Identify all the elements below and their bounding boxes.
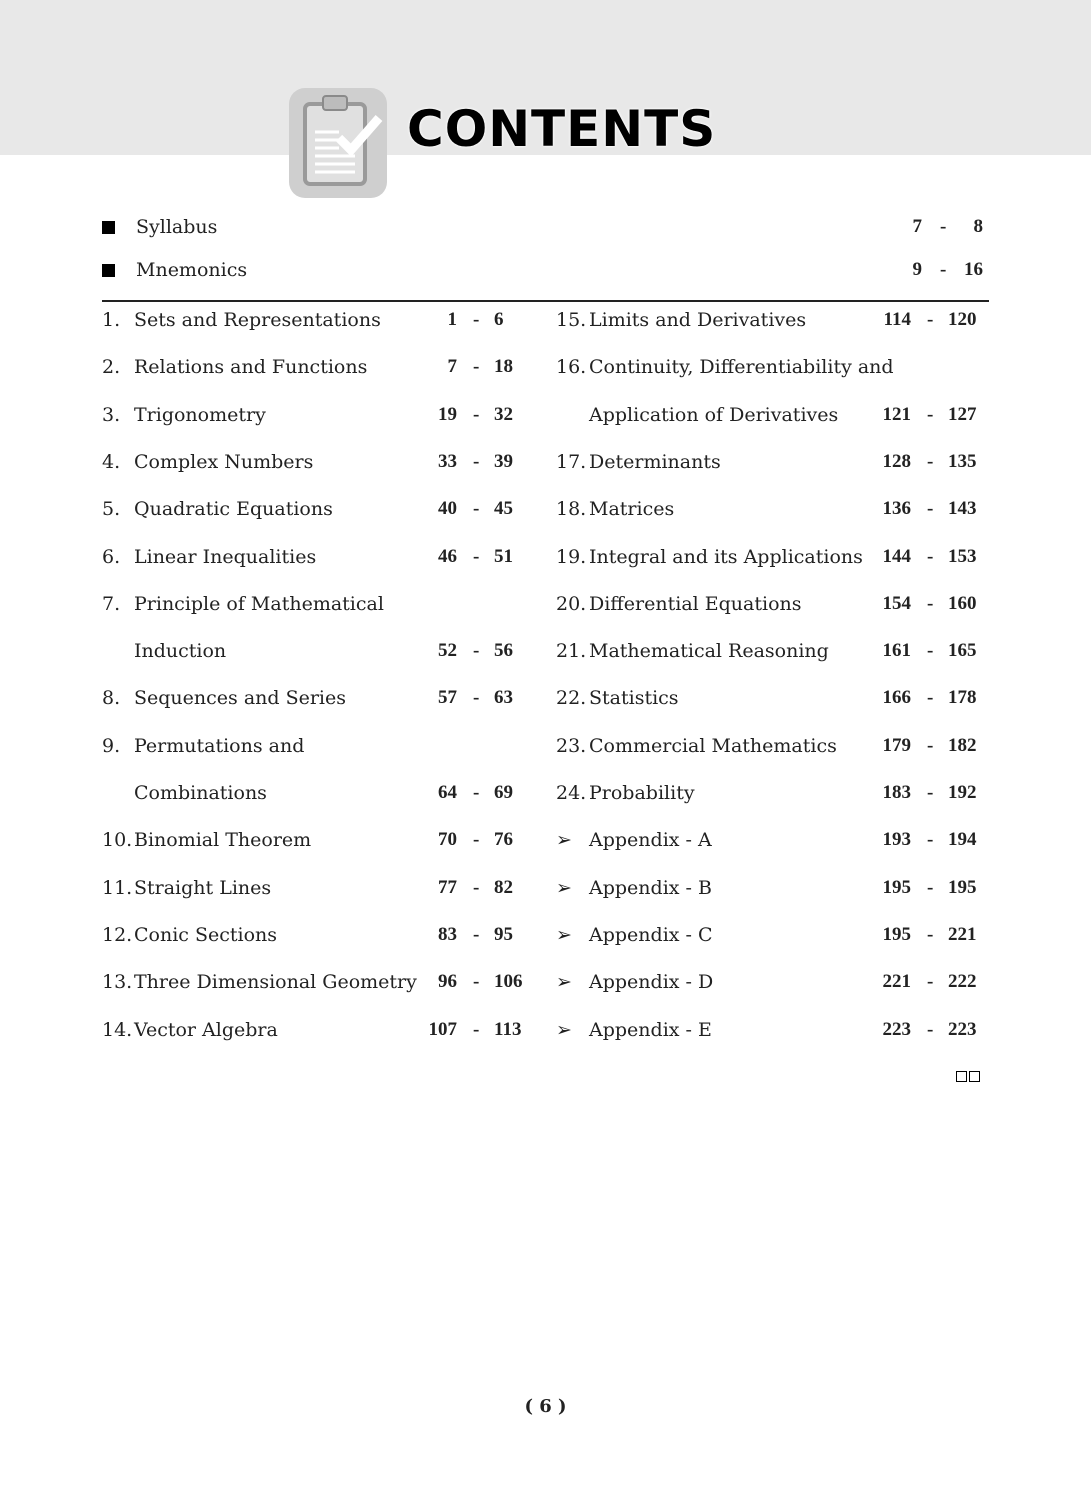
page-dash: -: [927, 923, 934, 945]
toc-number: 16.: [556, 356, 587, 379]
page-from: 40: [438, 498, 457, 520]
page-from: 77: [438, 876, 457, 898]
page-dash: -: [473, 829, 480, 851]
page-to: 160: [948, 592, 977, 614]
toc-number: 1.: [102, 309, 121, 331]
page-dash: -: [927, 640, 934, 662]
toc-number: 8.: [102, 687, 121, 710]
toc-number: 3.: [102, 403, 121, 426]
toc-title: Appendix - A: [589, 829, 712, 852]
page-from: 1: [447, 309, 457, 330]
page-from: 195: [882, 923, 911, 945]
toc-number: 15.: [556, 309, 587, 331]
toc-title: Sets and Representations: [134, 309, 381, 331]
toc-title: Combinations: [134, 782, 267, 804]
page-from: 193: [882, 829, 911, 851]
page-to: 69: [494, 782, 513, 803]
page-from: 70: [438, 829, 457, 851]
page-dash: -: [927, 876, 934, 898]
toc-title: Matrices: [589, 498, 675, 521]
toc-title: Commercial Mathematics: [589, 734, 837, 757]
page-to: 63: [494, 687, 513, 709]
page-to: 194: [948, 829, 977, 851]
toc-title: Limits and Derivatives: [589, 309, 807, 331]
toc-title: Conic Sections: [134, 923, 278, 946]
toc-title: Appendix - E: [589, 1018, 712, 1041]
page-dash: -: [927, 450, 934, 472]
toc-title: Linear Inequalities: [134, 545, 317, 568]
page-to: 165: [948, 640, 977, 662]
page-from: 114: [883, 309, 911, 330]
toc-number: 12.: [102, 923, 133, 946]
toc-title: Straight Lines: [134, 876, 272, 899]
page-from: 46: [438, 545, 457, 567]
page-to: 16: [964, 259, 983, 280]
toc-number: 10.: [102, 829, 133, 852]
page-from: 57: [438, 687, 457, 709]
toc-number: 2.: [102, 356, 121, 379]
page-to: 178: [948, 687, 977, 709]
page-dash: -: [940, 259, 947, 280]
toc-number: 5.: [102, 498, 121, 521]
page-to: 106: [494, 971, 523, 993]
page-dash: -: [927, 734, 934, 756]
toc-title: Vector Algebra: [134, 1018, 278, 1041]
page-dash: -: [473, 545, 480, 567]
page-from: 183: [882, 782, 911, 803]
page-dash: -: [927, 309, 934, 330]
end-mark-icon: [956, 1071, 982, 1085]
toc-title: Continuity, Differentiability and: [589, 356, 894, 379]
toc-title: Sequences and Series: [134, 687, 346, 710]
toc-title: Relations and Functions: [134, 356, 368, 379]
toc-title: Determinants: [589, 450, 721, 473]
page-from: 144: [882, 545, 911, 567]
toc-number: 20.: [556, 592, 587, 615]
page-dash: -: [473, 1018, 480, 1040]
page-to: 39: [494, 450, 513, 472]
page-from: 223: [882, 1018, 911, 1040]
page-dash: -: [927, 403, 934, 425]
toc-number: 23.: [556, 734, 587, 757]
page-to: 135: [948, 450, 977, 472]
page-dash: -: [927, 545, 934, 567]
toc-title: Appendix - D: [589, 971, 714, 994]
page-to: 182: [948, 734, 977, 756]
toc-title: Differential Equations: [589, 592, 802, 615]
toc-title: Mnemonics: [136, 259, 248, 281]
toc-title: Principle of Mathematical: [134, 592, 384, 615]
page-dash: -: [927, 782, 934, 803]
toc-title: Probability: [589, 782, 695, 804]
toc-title: Trigonometry: [134, 403, 266, 426]
page-dash: -: [927, 498, 934, 520]
page-to: 192: [948, 782, 977, 803]
toc-number: 4.: [102, 450, 121, 473]
page-to: 222: [948, 971, 977, 993]
page-from: 64: [438, 782, 457, 803]
page-from: 7: [447, 356, 457, 378]
page-to: 82: [494, 876, 513, 898]
page-from: 52: [438, 640, 457, 662]
page-from: 107: [428, 1018, 457, 1040]
page-dash: -: [473, 640, 480, 662]
page-dash: -: [473, 876, 480, 898]
toc-number: 14.: [102, 1018, 133, 1041]
page-from: 221: [882, 971, 911, 993]
page-dash: -: [473, 309, 480, 330]
toc-title: Statistics: [589, 687, 679, 710]
page-from: 121: [882, 403, 911, 425]
page-dash: -: [473, 403, 480, 425]
page-dash: -: [927, 1018, 934, 1040]
toc-number: 24.: [556, 782, 587, 804]
page-dash: -: [940, 216, 947, 237]
page-to: 223: [948, 1018, 977, 1040]
page-to: 45: [494, 498, 513, 520]
toc-number: ➢: [556, 971, 572, 994]
page-to: 32: [494, 403, 513, 425]
page-from: 166: [882, 687, 911, 709]
page-dash: -: [473, 923, 480, 945]
toc-title: Quadratic Equations: [134, 498, 333, 521]
toc-number: 18.: [556, 498, 587, 521]
page-to: 153: [948, 545, 977, 567]
toc-number: 9.: [102, 734, 121, 757]
toc-number: 17.: [556, 450, 587, 473]
toc-title: Syllabus: [136, 216, 218, 238]
toc-title: Complex Numbers: [134, 450, 314, 473]
page-number: ( 6 ): [524, 1396, 567, 1417]
toc-title: Permutations and: [134, 734, 305, 757]
page-to: 127: [948, 403, 977, 425]
page-to: 8: [973, 216, 983, 237]
page-from: 161: [882, 640, 911, 662]
page-from: 7: [912, 216, 922, 237]
page-to: 51: [494, 545, 513, 567]
page-to: 221: [948, 923, 977, 945]
toc-title: Mathematical Reasoning: [589, 640, 829, 663]
clipboard-check-icon: [289, 88, 387, 198]
page-to: 18: [494, 356, 513, 378]
page-from: 128: [882, 450, 911, 472]
page-from: 195: [882, 876, 911, 898]
toc-number: ➢: [556, 1018, 572, 1041]
bullet-icon: [102, 221, 115, 234]
page-from: 33: [438, 450, 457, 472]
page-to: 76: [494, 829, 513, 851]
toc-title: Appendix - B: [589, 876, 712, 899]
page-dash: -: [473, 687, 480, 709]
toc-number: ➢: [556, 829, 572, 852]
toc-title: Binomial Theorem: [134, 829, 312, 852]
divider: [102, 300, 989, 302]
page-dash: -: [473, 356, 480, 378]
page-to: 56: [494, 640, 513, 662]
toc-number: 19.: [556, 545, 587, 568]
toc-number: 13.: [102, 971, 133, 994]
page-from: 19: [438, 403, 457, 425]
page-dash: -: [473, 498, 480, 520]
page-to: 6: [494, 309, 504, 330]
page-dash: -: [927, 971, 934, 993]
page-to: 113: [494, 1018, 522, 1040]
page-to: 143: [948, 498, 977, 520]
page-from: 136: [882, 498, 911, 520]
bullet-icon: [102, 264, 115, 277]
toc-title: Induction: [134, 640, 227, 663]
page-from: 154: [882, 592, 911, 614]
toc-number: ➢: [556, 876, 572, 899]
page-to: 195: [948, 876, 977, 898]
toc-number: ➢: [556, 923, 572, 946]
toc-number: 21.: [556, 640, 587, 663]
page-from: 96: [438, 971, 457, 993]
page-dash: -: [927, 687, 934, 709]
toc-title: Integral and its Applications: [589, 545, 863, 568]
toc-title: Appendix - C: [589, 923, 713, 946]
toc-number: 7.: [102, 592, 121, 615]
toc-number: 22.: [556, 687, 587, 710]
page-dash: -: [927, 592, 934, 614]
page-from: 179: [882, 734, 911, 756]
toc-number: 11.: [102, 876, 133, 899]
page-dash: -: [473, 450, 480, 472]
page-from: 83: [438, 923, 457, 945]
page-dash: -: [927, 829, 934, 851]
page-to: 95: [494, 923, 513, 945]
page-to: 120: [948, 309, 977, 330]
page-from: 9: [912, 259, 922, 280]
page-dash: -: [473, 971, 480, 993]
toc-title: Application of Derivatives: [589, 403, 839, 426]
toc-number: 6.: [102, 545, 121, 568]
page-title: CONTENTS: [407, 100, 717, 158]
page-dash: -: [473, 782, 480, 803]
toc-title: Three Dimensional Geometry: [134, 971, 417, 994]
